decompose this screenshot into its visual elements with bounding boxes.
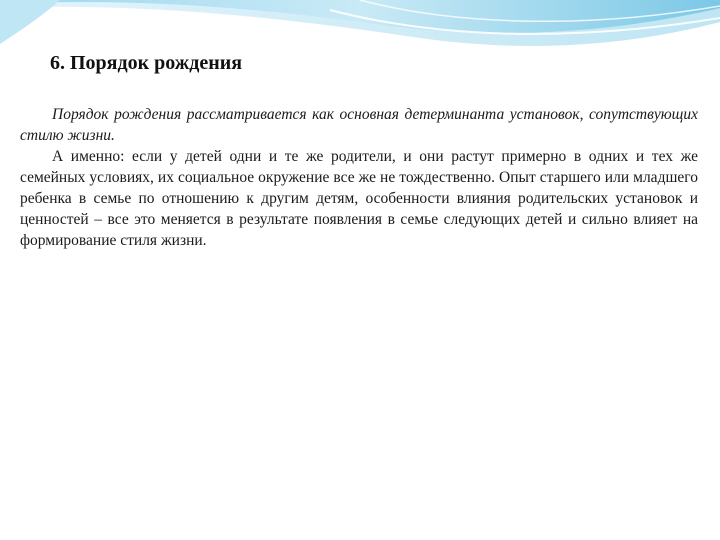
slide-body	[20, 104, 698, 251]
slide-title: 6. Порядок рождения	[50, 52, 243, 74]
body-paragraph: А именно: если у детей одни и те же родители, и они растут примерно в одних и тех же семейных условиях, их социальное окружение все же не тождественно. Опыт старшего или младшего ребенка в семье по отношению к другим детям, особенности влияния родительских установок и ценностей – все это меняется в результате появления в семье следующих детей и сильно влияет на формирование стиля жизни.	[20, 148, 698, 249]
lead-paragraph: Порядок рождения рассматривается как основная детерминанта установок, сопутствующих стилю жизни.	[20, 106, 698, 144]
